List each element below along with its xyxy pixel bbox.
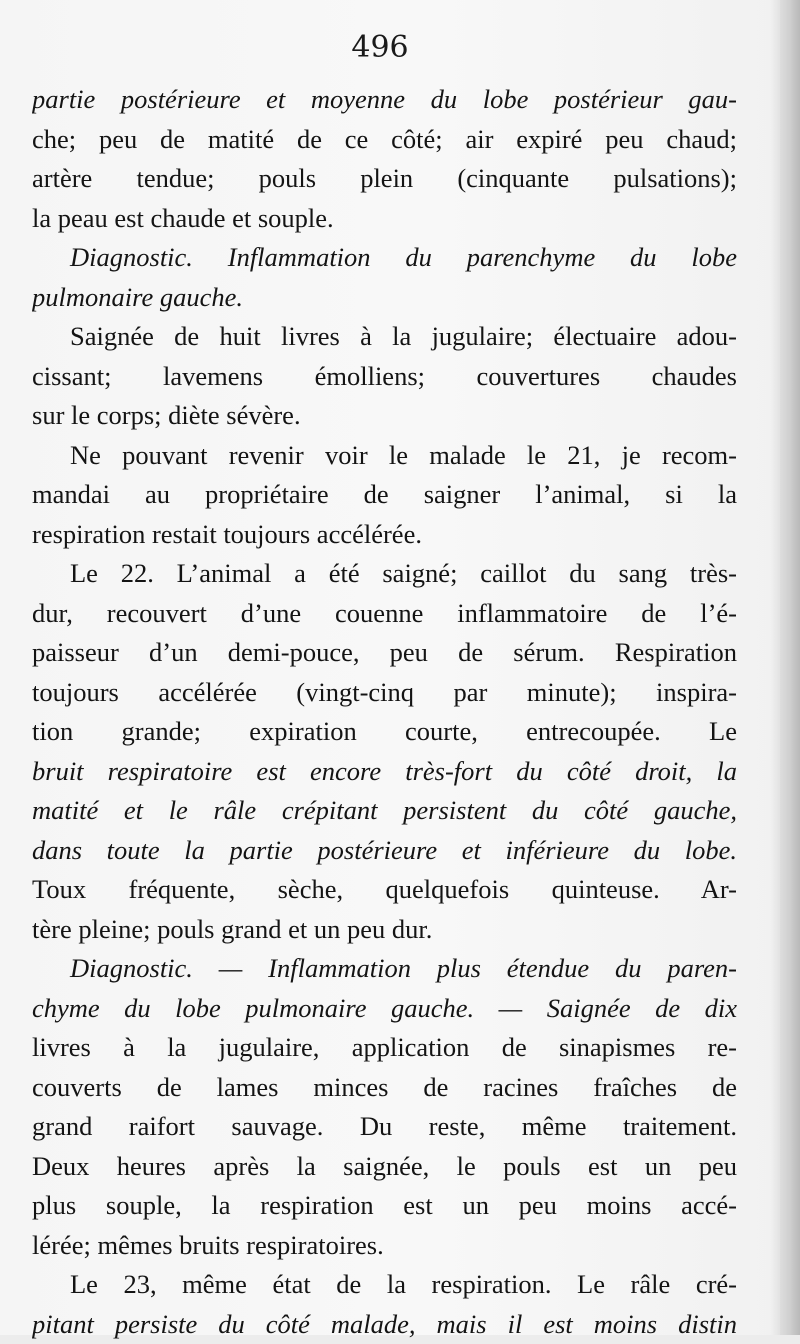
text-line: Saignée de huit livres à la jugulaire; électuaire adou- <box>32 317 737 357</box>
text-line: Diagnostic. — Inflammation plus étendue du paren- <box>32 949 737 989</box>
text-line: pulmonaire gauche. <box>32 278 737 318</box>
text-line: Diagnostic. Inflammation du parenchyme du lobe <box>32 238 737 278</box>
binding-shadow <box>770 0 800 1335</box>
text-line: che; peu de matité de ce côté; air expiré peu chaud; <box>32 120 737 160</box>
text-line: partie postérieure et moyenne du lobe postérieur gau- <box>32 80 737 120</box>
text-line: cissant; lavemens émolliens; couvertures chaudes <box>32 357 737 397</box>
text-line: couverts de lames minces de racines fraîches de <box>32 1068 737 1108</box>
text-line: Le 23, même état de la respiration. Le râle cré- <box>32 1265 737 1305</box>
text-line: tion grande; expiration courte, entrecoupée. Le <box>32 712 737 752</box>
text-line: Ne pouvant revenir voir le malade le 21, je recom- <box>32 436 737 476</box>
text-line: toujours accélérée (vingt-cinq par minute); inspira- <box>32 673 737 713</box>
body-text <box>32 80 737 1344</box>
text-line: artère tendue; pouls plein (cinquante pulsations); <box>32 159 737 199</box>
text-line: chyme du lobe pulmonaire gauche. — Saignée de dix <box>32 989 737 1029</box>
text-line: bruit respiratoire est encore très-fort du côté droit, la <box>32 752 737 792</box>
text-line: dur, recouvert d’une couenne inflammatoire de l’é- <box>32 594 737 634</box>
text-line: la peau est chaude et souple. <box>32 199 737 239</box>
text-line: pitant persiste du côté malade, mais il est moins distin <box>32 1305 737 1344</box>
text-line: sur le corps; diète sévère. <box>32 396 737 436</box>
text-line: plus souple, la respiration est un peu moins accé- <box>32 1186 737 1226</box>
text-line: Deux heures après la saignée, le pouls est un peu <box>32 1147 737 1187</box>
text-line: tère pleine; pouls grand et un peu dur. <box>32 910 737 950</box>
text-line: paisseur d’un demi-pouce, peu de sérum. Respiration <box>32 633 737 673</box>
text-line: respiration restait toujours accélérée. <box>32 515 737 555</box>
text-line: livres à la jugulaire, application de sinapismes re- <box>32 1028 737 1068</box>
page-number: 496 <box>0 30 760 65</box>
text-line: Le 22. L’animal a été saigné; caillot du sang très- <box>32 554 737 594</box>
text-line: Toux fréquente, sèche, quelquefois quinteuse. Ar- <box>32 870 737 910</box>
text-line: dans toute la partie postérieure et inférieure du lobe. <box>32 831 737 871</box>
text-line: matité et le râle crépitant persistent du côté gauche, <box>32 791 737 831</box>
text-line: mandai au propriétaire de saigner l’animal, si la <box>32 475 737 515</box>
text-line: grand raifort sauvage. Du reste, même traitement. <box>32 1107 737 1147</box>
text-line: lérée; mêmes bruits respiratoires. <box>32 1226 737 1266</box>
